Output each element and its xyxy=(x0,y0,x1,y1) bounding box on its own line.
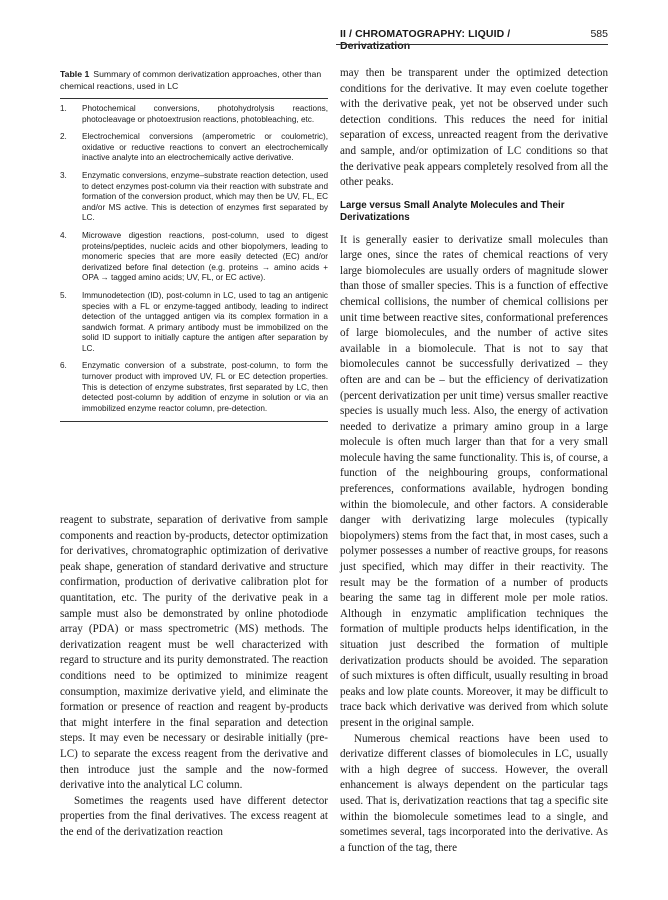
body-paragraph: Numerous chemical reactions have been used to derivatize different classes of biomolecules in LC, usually with a high degree of success. However, the overall enhancement is always dependent on the particular tags used. That is, derivatization reactions that tag a specific site within the biomolecule sometimes lead to a single, and sometimes several, tags incorporated into the derivative. As a function of the tag, there xyxy=(340,732,608,854)
table-top-rule xyxy=(60,98,328,99)
section-heading: Large versus Small Analyte Molecules and Their Derivatizations xyxy=(340,199,565,224)
table-item-number: 5. xyxy=(60,290,67,300)
table-item-text: Electrochemical conversions (amperometric or coulometric), oxidative or reductive reactions to convert an electrochemically inactive analyte into an electrochemically active derivative. xyxy=(82,132,328,163)
body-paragraph: Sometimes the reagents used have different detector properties from the final derivatives. The excess reagent at the end of the derivatization reaction xyxy=(60,794,328,838)
table-list xyxy=(60,104,328,414)
table-item xyxy=(60,132,328,164)
table-item xyxy=(60,361,328,414)
table-item xyxy=(60,291,328,355)
page-number: 585 xyxy=(590,28,608,40)
table-item-text: Microwave digestion reactions, post-column, used to digest proteins/peptides, nucleic acids and other biopolymers, leading to monomeric species that are more easily detected (EC) and/or derivatized before final detection (e.g. proteins → amino acids + OPA → tagged amino acids; UV, FL, or EC active). xyxy=(82,230,328,283)
table-item-number: 3. xyxy=(60,170,67,180)
header-rule xyxy=(336,44,608,45)
continuation-paragraph: may then be transparent under the optimized detection conditions for the derivative. It may even coelute together with the derivative peak, yet not be observed under such detection conditions. This reduces the need for initial separation of excess, unreacted reagent from the derivative and sample, and/or optimization of LC conditions so that the derivative peak appears completely resolved from all the other peaks. xyxy=(340,67,608,189)
table-caption-text: Summary of common derivatization approaches, other than chemical reactions, used in LC xyxy=(60,69,322,91)
table-item-text: Enzymatic conversion of a substrate, post-column, to form the turnover product with improved UV, FL or EC detection properties. This is detection of enzyme substrates, first separated by LC, then detected post-column by addition of enzyme in solution or via an immobilized enzyme reactor column, pre-detection. xyxy=(82,361,328,413)
body-paragraph: reagent to substrate, separation of derivative from sample components and reaction by-products, detector optimization for derivatives, chromatographic optimization of derivative peak shape, generation of standard derivative and structure confirmation, production of derivative calibration plot for quantitation, etc. The purity of the derivative peak in a sample must also be demonstrated by online photodiode array (PDA) or mass spectrometric (MS) methods. The derivatization reagent must be well characterized with regard to structure and its purity demonstrated. The reaction conditions need to be optimized to minimize reagent consumption, maximize derivative yield, and eliminate the formation or presence of reaction and reagent by-products that might interfere in the final separation and detection steps. It may even be necessary or desirable initially (pre-LC) to separate the excess reagent from the derivative and then introduce just the sample and the now-formed derivative into the analytical LC column. xyxy=(60,514,328,792)
table-item-text: Photochemical conversions, photohydrolysis reactions, photocleavage or photoextrusion reactions, photobleaching, etc. xyxy=(82,104,328,124)
table-item-number: 2. xyxy=(60,132,67,142)
running-header-section: II / CHROMATOGRAPHY: LIQUID / Derivatization xyxy=(340,28,511,52)
table-item xyxy=(60,171,328,224)
table-label: Table 1 xyxy=(60,69,90,79)
table-item xyxy=(60,104,328,125)
table-item-text: Immunodetection (ID), post-column in LC, used to tag an antigenic species with a FL or enzyme-tagged antibody, leading to indirect detection of the untagged antigen via its complex formation in a sandwich format. A primary antibody must be immobilized on the solid ID support to initially capture the antigen after separation by LC. xyxy=(82,290,328,353)
table-caption xyxy=(60,68,328,92)
table-item-number: 1. xyxy=(60,104,67,113)
running-header xyxy=(340,28,608,52)
right-column-body xyxy=(340,66,608,856)
table-item-text: Enzymatic conversions, enzyme–substrate reaction detection, used to detect enzymes post-column via their reaction with substrate and formation of the conversion product, which may then be UV, FL, EC and/or MS active. This is detection of enzymes first separated by LC. xyxy=(82,170,328,223)
table-item xyxy=(60,231,328,284)
left-column-body xyxy=(60,513,328,840)
table-bottom-rule xyxy=(60,421,328,422)
table-1 xyxy=(60,68,328,422)
body-paragraph: It is generally easier to derivatize small molecules than large ones, since the rates of chemical reactions of very large biomolecules are usually orders of magnitude slower than those of smaller species. This is a function of effective chemical collisions, the number of chemical collisions per unit time between reactive sites, conformational preferences of large biomolecules, and the number of active sites available in a biomolecule. That is not to say that biomolecules cannot be successfully derivatized – they often are and can be – but the efficiency of derivatization (percent derivatization per unit time) versus smaller reactive species is usually much less. Also, the energy of activation needed to derivatize a primary amino group in a large molecule is often much larger than that for a very small molecule having the same functionality. This is, of course, a function of the neighbouring groups, conformational preferences, conformations available, hydrogen bonding within the biomolecule, and other factors. A considerable danger with derivatizing large molecules (typically biopolymers) stems from the fact that, in most cases, such a polymer possesses a number of reactive groups, for reasons just specified, which may differ in their reactivity. The result may be the formation of a number of products bearing the same tag in different mole per mole ratios. Although in enzymatic amplification techniques the formation of multiple products helps identification, in the situation just described the formation of multiple derivatization products should be avoided. The separation of such mixtures is often difficult, usually resulting in broad peaks and low plate counts. Moreover, it may be difficult to trace back which derivative was derived from which solute present in the original sample. xyxy=(340,233,608,729)
table-item-number: 6. xyxy=(60,361,67,371)
table-item-number: 4. xyxy=(60,230,67,240)
